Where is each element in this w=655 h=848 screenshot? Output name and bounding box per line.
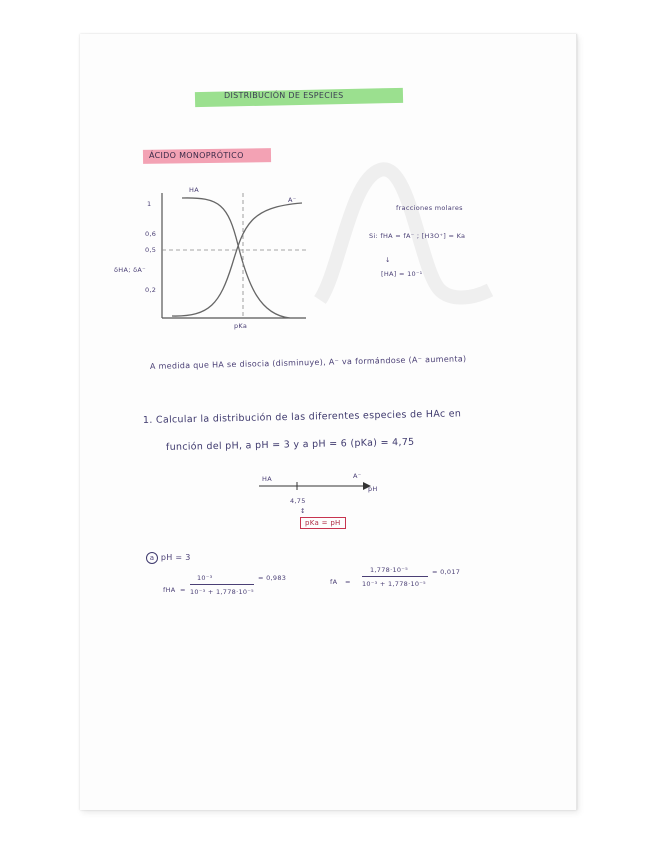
exercise-text-1: Calcular la distribución de las diferentes especies de HAc en bbox=[155, 408, 462, 426]
fha-value: = 0,983 bbox=[258, 574, 287, 582]
fa-denominator: 10⁻³ + 1,778·10⁻⁵ bbox=[362, 580, 426, 588]
note-fractions: fracciones molares bbox=[396, 204, 463, 212]
part-a-circle: a bbox=[146, 552, 158, 564]
graph-label-a-minus: A⁻ bbox=[288, 196, 297, 204]
show-through-sketch bbox=[300, 120, 500, 320]
part-a-ph: pH = 3 bbox=[160, 553, 191, 562]
ha-curve bbox=[182, 198, 290, 318]
page-title: DISTRIBUCIÓN DE ESPECIES bbox=[224, 91, 344, 100]
distribution-graph bbox=[110, 185, 310, 335]
note-arrow: ↓ bbox=[385, 256, 391, 264]
axis-arrow: ↕ bbox=[300, 507, 306, 515]
fha-fraction-bar bbox=[190, 584, 254, 585]
graph-tick-02: 0,2 bbox=[145, 286, 157, 294]
graph-tick-06: 0,6 bbox=[145, 230, 157, 238]
fha-denominator: 10⁻³ + 1,778·10⁻⁵ bbox=[190, 588, 254, 596]
axis-right-label: A⁻ bbox=[353, 472, 362, 480]
pka-equals-ph-box: pKa = pH bbox=[300, 517, 346, 529]
graph-y-label: δHA; δA⁻ bbox=[114, 266, 146, 274]
axis-end-label: pH bbox=[368, 485, 378, 493]
graph-label-ha: HA bbox=[189, 186, 199, 194]
note-result: [HA] = 10⁻¹ bbox=[381, 270, 423, 278]
fa-symbol: fA bbox=[330, 578, 338, 586]
fha-equals: = bbox=[180, 586, 186, 594]
a-minus-curve bbox=[172, 203, 302, 316]
part-a-heading bbox=[146, 552, 191, 564]
fa-value: = 0,017 bbox=[432, 568, 461, 576]
graph-tick-05: 0,5 bbox=[145, 246, 157, 254]
exercise-number: 1. bbox=[142, 414, 153, 426]
fa-equals: = bbox=[345, 578, 351, 586]
axis-left-label: HA bbox=[262, 475, 272, 483]
fa-fraction-bar bbox=[362, 576, 428, 577]
section-subtitle: ÁCIDO MONOPRÓTICO bbox=[149, 151, 244, 160]
axis-tick-label: 4,75 bbox=[290, 497, 306, 505]
exercise-line-2: función del pH, a pH = 3 y a pH = 6 (pKa) = 4,75 bbox=[165, 436, 415, 453]
graph-tick-1: 1 bbox=[147, 200, 152, 208]
dissociation-sentence: A medida que HA se disocia (disminuye), A⁻ va formándose (A⁻ aumenta) bbox=[149, 354, 467, 371]
note-equation: Si: fHA = fA⁻ ; [H3O⁺] = Ka bbox=[369, 232, 466, 240]
fha-symbol: fHA bbox=[163, 586, 176, 594]
graph-x-label: pKa bbox=[234, 322, 248, 330]
fha-numerator: 10⁻³ bbox=[197, 574, 213, 582]
fa-numerator: 1,778·10⁻⁵ bbox=[370, 566, 408, 574]
